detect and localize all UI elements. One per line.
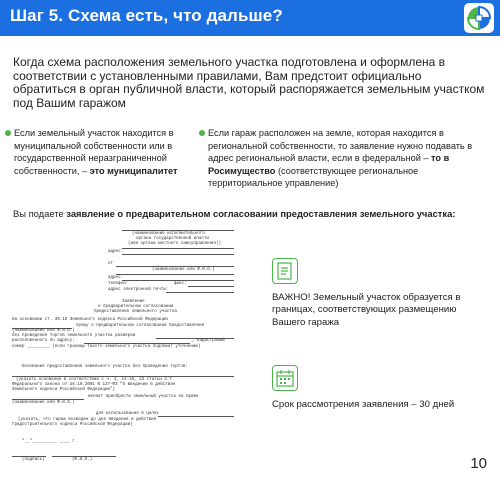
form-text: (указать основание в соответствии с ч. 2, 14-16, 23 статьи 3.7 <box>16 378 172 382</box>
form-line <box>12 456 46 457</box>
form-text: (указать, что гараж возведен до дня введения в действие <box>18 418 157 422</box>
form-text: (наименование или Ф.И.О.) <box>12 329 75 333</box>
bullet-regional-bold: то в Росимущество <box>208 153 450 176</box>
form-text: На основании ст. 39.15 Земельного кодекса Российской Федерации <box>12 318 168 322</box>
form-line <box>84 343 190 344</box>
page-header <box>0 0 500 36</box>
form-text: Градостроительного кодекса Российской Федерации) <box>12 423 133 427</box>
bullet-regional <box>208 127 488 190</box>
important-note: ВАЖНО! Земельный участок образуется в границах, соответствующих размещению Вашего гаража <box>272 292 461 328</box>
form-line <box>116 266 234 267</box>
form-text: , кадастровый <box>192 339 225 343</box>
bullet-dot-icon <box>5 130 11 136</box>
bullet-regional-tail: (соответствующее региональное территориальное управление) <box>208 165 419 189</box>
form-text: органа государственной власти <box>136 237 209 241</box>
form-line <box>12 399 84 400</box>
form-title: предоставления земельного участка <box>94 310 177 314</box>
application-lead <box>13 208 455 219</box>
deadline-note: Срок рассмотрения заявления – 30 дней <box>272 399 455 410</box>
bullet-municipal <box>14 127 189 177</box>
form-text: без проведения торгов земельного участка размером <box>12 334 136 338</box>
form-text: адрес: <box>108 276 124 280</box>
form-text: (наименование исполнительного <box>132 232 205 236</box>
form-text: факс: <box>174 282 187 286</box>
form-text: расположенного по адресу: <box>12 339 75 343</box>
form-line <box>122 254 234 255</box>
geometric-logo-icon <box>464 3 494 33</box>
calendar-icon <box>272 365 298 391</box>
form-text: (наименование или Ф.И.О.) <box>12 401 75 405</box>
form-title: Заявление <box>122 300 145 304</box>
form-line <box>188 286 234 287</box>
form-text: адрес электронной почты: <box>108 288 169 292</box>
form-text: телефон: <box>108 282 129 286</box>
form-line <box>166 292 234 293</box>
form-text: желает приобрести земельный участок на праве <box>88 395 199 399</box>
form-line <box>122 280 234 281</box>
form-date: "__"__________ ____ г. <box>22 440 78 444</box>
form-line <box>116 274 234 275</box>
form-title: о предварительном согласовании <box>98 305 174 309</box>
lead-bold: заявление о предварительном согласовании предоставления земельного участка: <box>66 208 456 219</box>
form-text: (подпись) <box>22 458 45 462</box>
form-text: Земельного кодекса Российской Федерации") <box>12 388 116 392</box>
lead-text: Вы подаете <box>13 208 67 219</box>
form-text: от <box>108 262 114 266</box>
form-text: прошу о предварительном согласовании предоставления <box>76 324 205 328</box>
form-line <box>52 456 116 457</box>
bullet-municipal-text: Если земельный участок находится в муниципальной собственности или в государственной неразграниченной собственности, – <box>14 128 174 176</box>
form-text: (или органа местного самоуправления)) <box>128 242 221 246</box>
intro-paragraph: Когда схема расположения земельного участка подготовлена и оформлена в соответствии с установленными правилами, Вам предстоит официально обратиться в орган публичной власти, который распоряжается земельным участком под Вашим гаражом <box>13 55 485 110</box>
form-line <box>158 416 234 417</box>
bullet-municipal-bold: это муниципалитет <box>89 165 178 176</box>
form-text: (наименование или Ф.И.О.) <box>152 268 215 272</box>
application-form-image <box>6 222 256 474</box>
form-line <box>12 376 234 377</box>
form-line <box>122 230 234 231</box>
form-text: Федерального закона от 25.10.2001 N 137-ФЗ "О введении в действие <box>12 383 176 387</box>
page-title: Шаг 5. Схема есть, что дальше? <box>10 6 283 25</box>
bullet-dot-icon <box>199 130 205 136</box>
form-text: номер _________ (если границы такого земельного участка подлежат уточнению) <box>12 345 201 349</box>
form-text: Основание предоставления земельного участка без проведения торгов: <box>22 365 188 369</box>
bullet-regional-text: Если гараж расположен на земле, которая находится в региональной собственности, то заявление нужно подавать в адрес региональной власти, если в федеральной – <box>208 128 473 164</box>
form-text: (Ф.И.О.) <box>72 458 93 462</box>
form-line <box>122 248 234 249</box>
document-icon <box>272 258 298 284</box>
page-number: 10 <box>470 455 487 472</box>
form-text: адрес: <box>108 250 124 254</box>
form-text: для использования в целях <box>96 412 159 416</box>
